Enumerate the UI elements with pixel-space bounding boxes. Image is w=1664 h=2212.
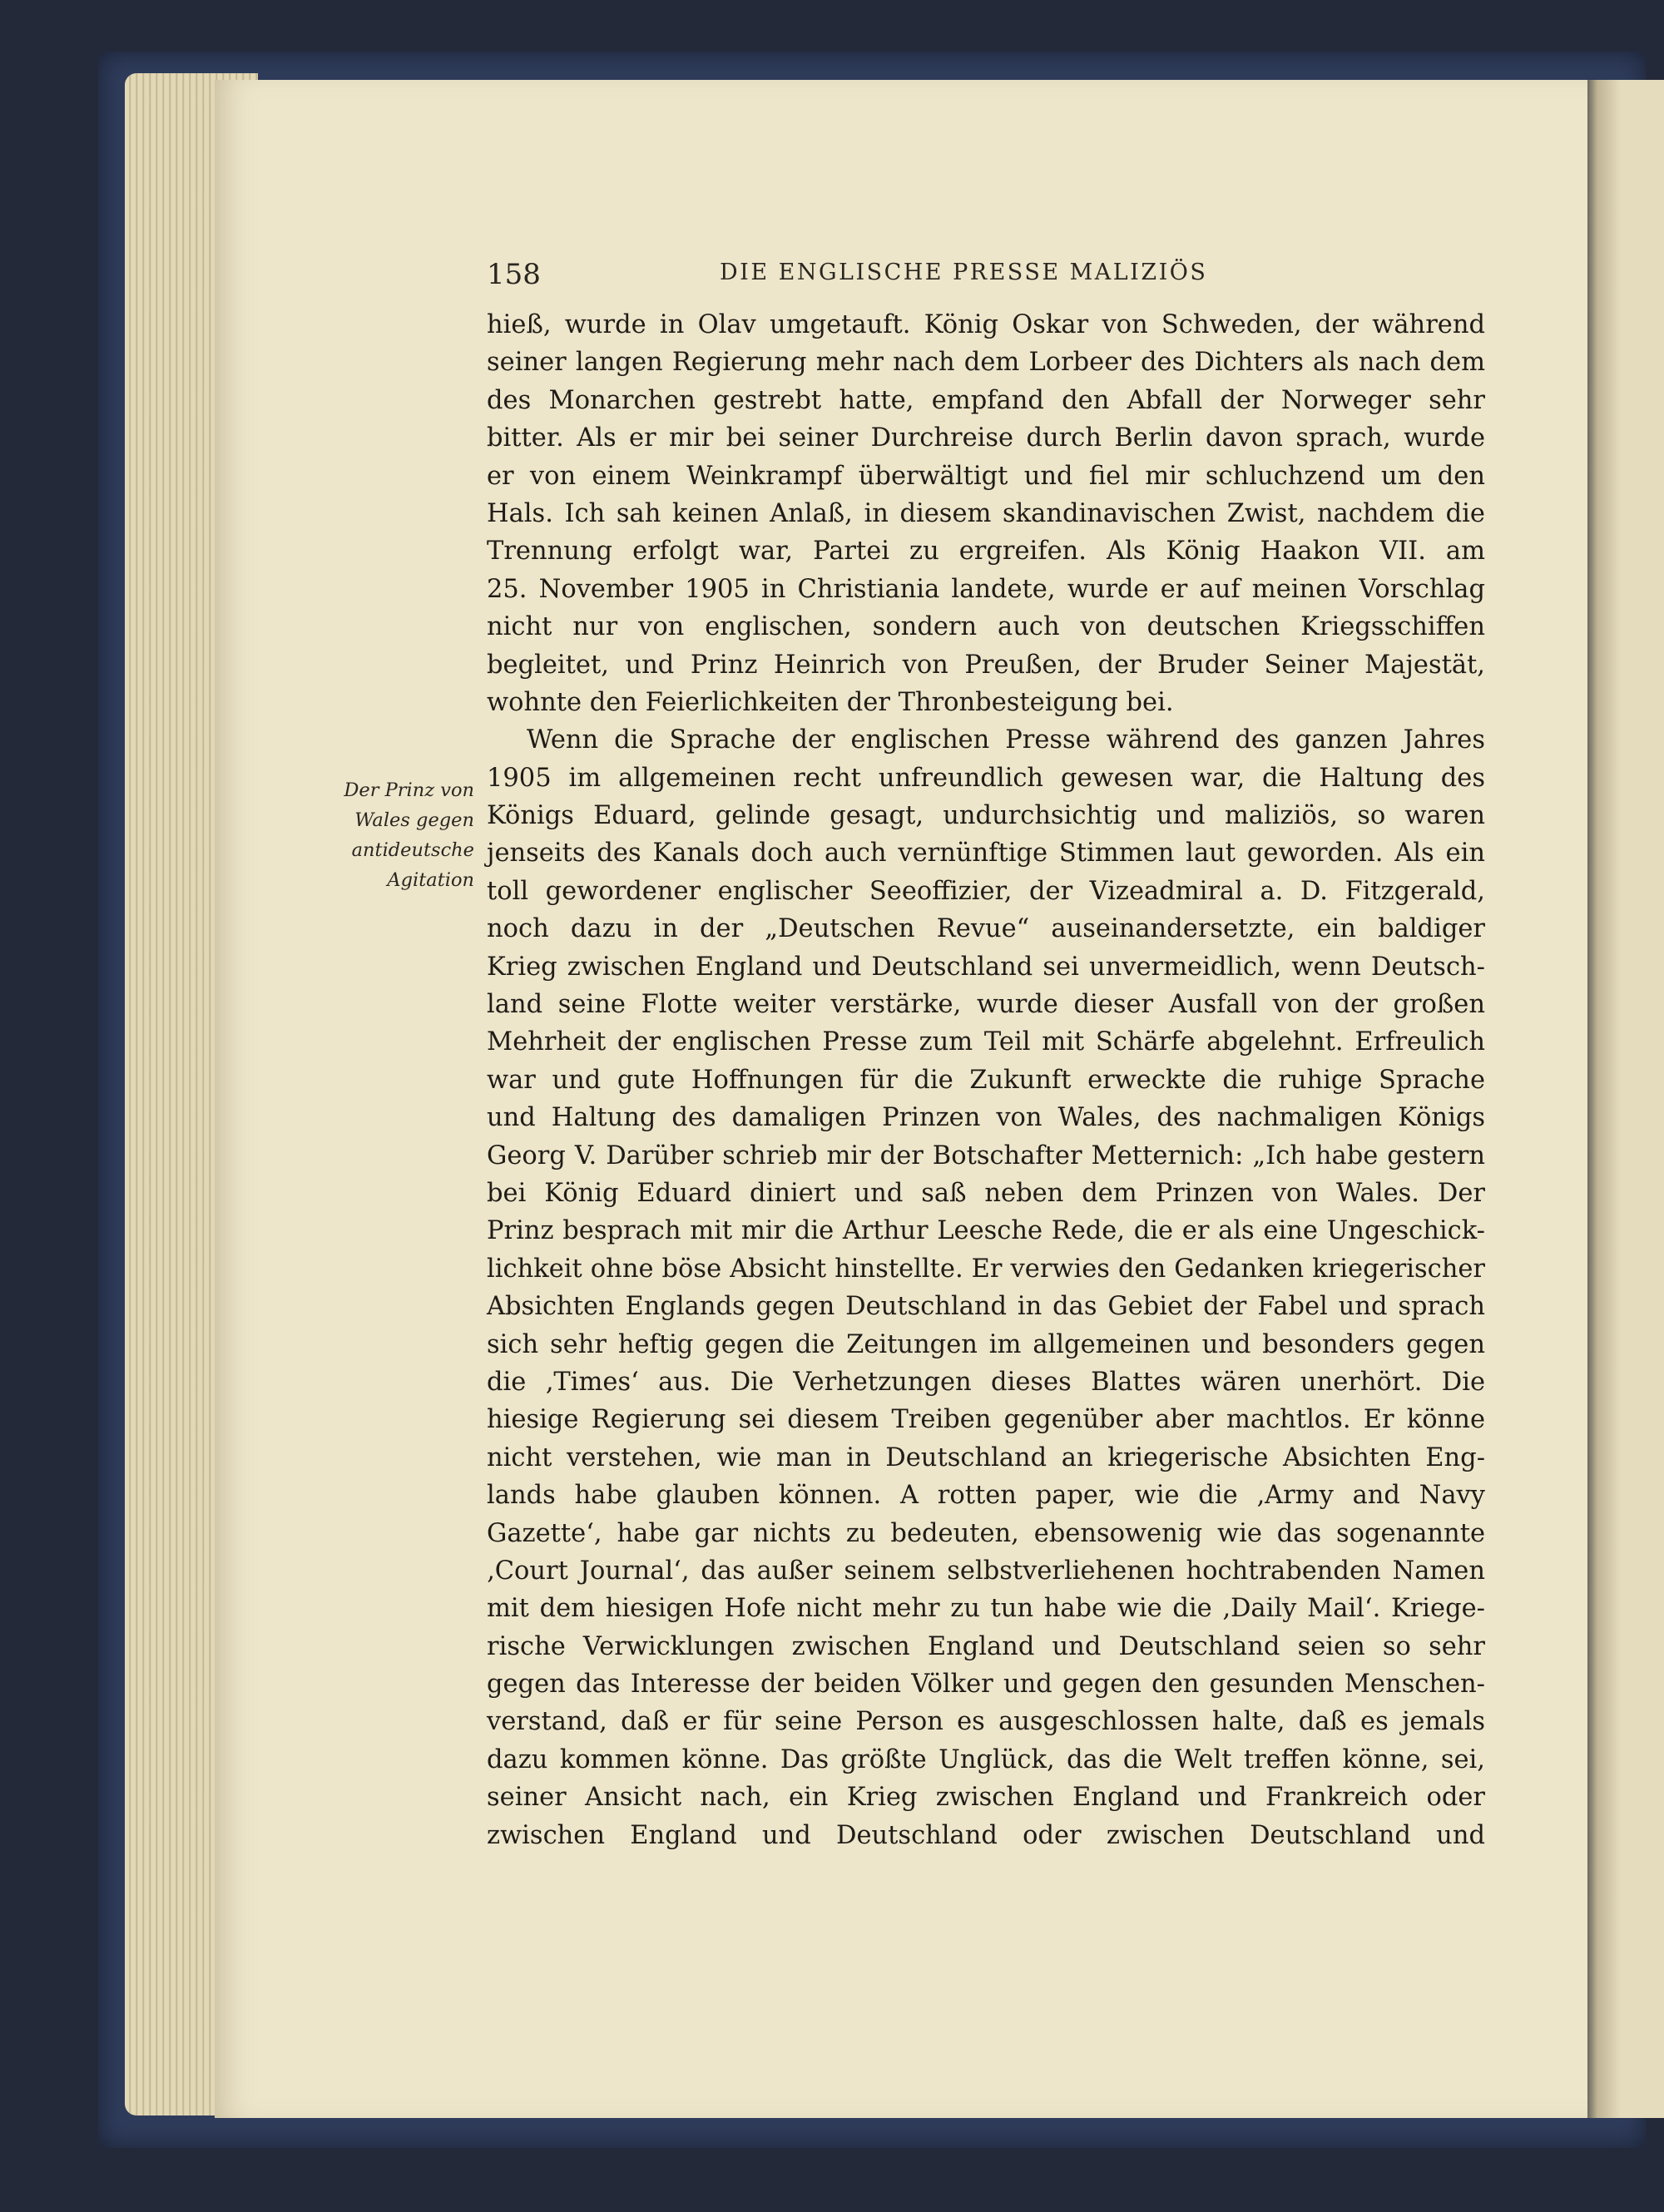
text-line: jenseits des Kanals doch auch vernünftige Stimmen laut geworden. Als ein [487,839,1485,868]
text-line: Hals. Ich sah keinen Anlaß, in diesem skandinavischen Zwist, nachdem die [487,498,1485,528]
text-line: 1905 im allgemeinen recht unfreundlich gewesen war, die Haltung des [487,763,1485,793]
text-line: seiner langen Regierung mehr nach dem Lorbeer des Dichters als nach dem [487,348,1485,378]
body-text [487,306,1485,1854]
text-line: noch dazu in der „Deutschen Revue“ auseinandersetzte, ein baldiger [487,914,1485,944]
text-line: sich sehr heftig gegen die Zeitungen im allgemeinen und besonders gegen [487,1329,1485,1359]
text-line: rische Verwicklungen zwischen England und Deutschland seien so sehr [487,1631,1485,1661]
text-line: dazu kommen könne. Das größte Unglück, das die Welt treffen könne, sei, [487,1744,1485,1774]
text-line: nicht verstehen, wie man in Deutschland an kriegerische Absichten Eng- [487,1443,1485,1472]
running-title: DIE ENGLISCHE PRESSE MALIZIÖS [720,260,1208,285]
text-line: Prinz besprach mit mir die Arthur Leesche Rede, die er als eine Ungeschick- [487,1216,1485,1246]
text-line: Königs Eduard, gelinde gesagt, undurchsichtig und maliziös, so waren [487,801,1485,831]
text-line: 25. November 1905 in Christiania landete, wurde er auf meinen Vorschlag [487,574,1485,604]
marginal-note-line: antideutsche [351,839,474,861]
text-line: hieß, wurde in Olav umgetauft. König Oskar von Schweden, der während [487,310,1485,339]
text-line: war und gute Hoffnungen für die Zukunft erweckte die ruhige Sprache [487,1065,1485,1095]
text-line: und Haltung des damaligen Prinzen von Wales, des nachmaligen Königs [487,1103,1485,1133]
text-line: lichkeit ohne böse Absicht hinstellte. Er verwies den Gedanken kriegerischer [487,1254,1485,1284]
text-line: zwischen England und Deutschland oder zwischen Deutschland und [487,1820,1485,1850]
text-line: die ‚Times‘ aus. Die Verhetzungen dieses Blattes wären unerhört. Die [487,1367,1485,1397]
marginal-note-line: Wales gegen [354,809,474,831]
facing-page-edge [1587,80,1664,2118]
text-line: Krieg zwischen England und Deutschland sei unvermeidlich, wenn Deutsch- [487,952,1485,982]
text-line: des Monarchen gestrebt hatte, empfand den Abfall der Norweger sehr [487,385,1485,415]
text-line: nicht nur von englischen, sondern auch von deutschen Kriegsschiffen [487,612,1485,642]
text-line: Absichten Englands gegen Deutschland in das Gebiet der Fabel und sprach [487,1292,1485,1322]
text-line: Gazette‘, habe gar nichts zu bedeuten, ebensowenig wie das sogenannte [487,1518,1485,1548]
text-line: Georg V. Darüber schrieb mir der Botschafter Metternich: „Ich habe gestern [487,1141,1485,1170]
text-line: begleitet, und Prinz Heinrich von Preußen, der Bruder Seiner Majestät, [487,650,1485,680]
text-line: ‚Court Journal‘, das außer seinem selbstverliehenen hochtrabenden Namen [487,1556,1485,1586]
text-line: lands habe glauben können. A rotten paper, wie die ‚Army and Navy [487,1481,1485,1511]
text-line: Mehrheit der englischen Presse zum Teil mit Schärfe abgelehnt. Erfreulich [487,1027,1485,1057]
text-line: bei König Eduard diniert und saß neben dem Prinzen von Wales. Der [487,1178,1485,1208]
text-line: Wenn die Sprache der englischen Presse während des ganzen Jahres [527,725,1485,755]
marginal-note-line: Agitation [387,869,474,891]
text-line: toll gewordener englischer Seeoffizier, der Vizeadmiral a. D. Fitzgerald, [487,876,1485,906]
page-header [487,258,1489,308]
text-line: seiner Ansicht nach, ein Krieg zwischen England und Frankreich oder [487,1783,1485,1813]
text-line: verstand, daß er für seine Person es ausgeschlossen halte, daß es jemals [487,1707,1485,1737]
page-number: 158 [487,258,541,291]
text-line: er von einem Weinkrampf überwältigt und fiel mir schluchzend um den [487,461,1485,491]
text-line: bitter. Als er mir bei seiner Durchreise durch Berlin davon sprach, wurde [487,423,1485,453]
marginal-note [300,775,474,895]
text-line: hiesige Regierung sei diesem Treiben gegenüber aber machtlos. Er könne [487,1405,1485,1435]
text-line: gegen das Interesse der beiden Völker und gegen den gesunden Menschen- [487,1670,1485,1700]
text-line: Trennung erfolgt war, Partei zu ergreifen. Als König Haakon VII. am [487,537,1485,567]
text-line: wohnte den Feierlichkeiten der Thronbesteigung bei. [487,687,1174,717]
text-line: land seine Flotte weiter verstärke, wurde dieser Ausfall von der großen [487,990,1485,1020]
text-line: mit dem hiesigen Hofe nicht mehr zu tun habe wie die ‚Daily Mail‘. Kriege- [487,1594,1485,1624]
marginal-note-line: Der Prinz von [344,779,474,801]
